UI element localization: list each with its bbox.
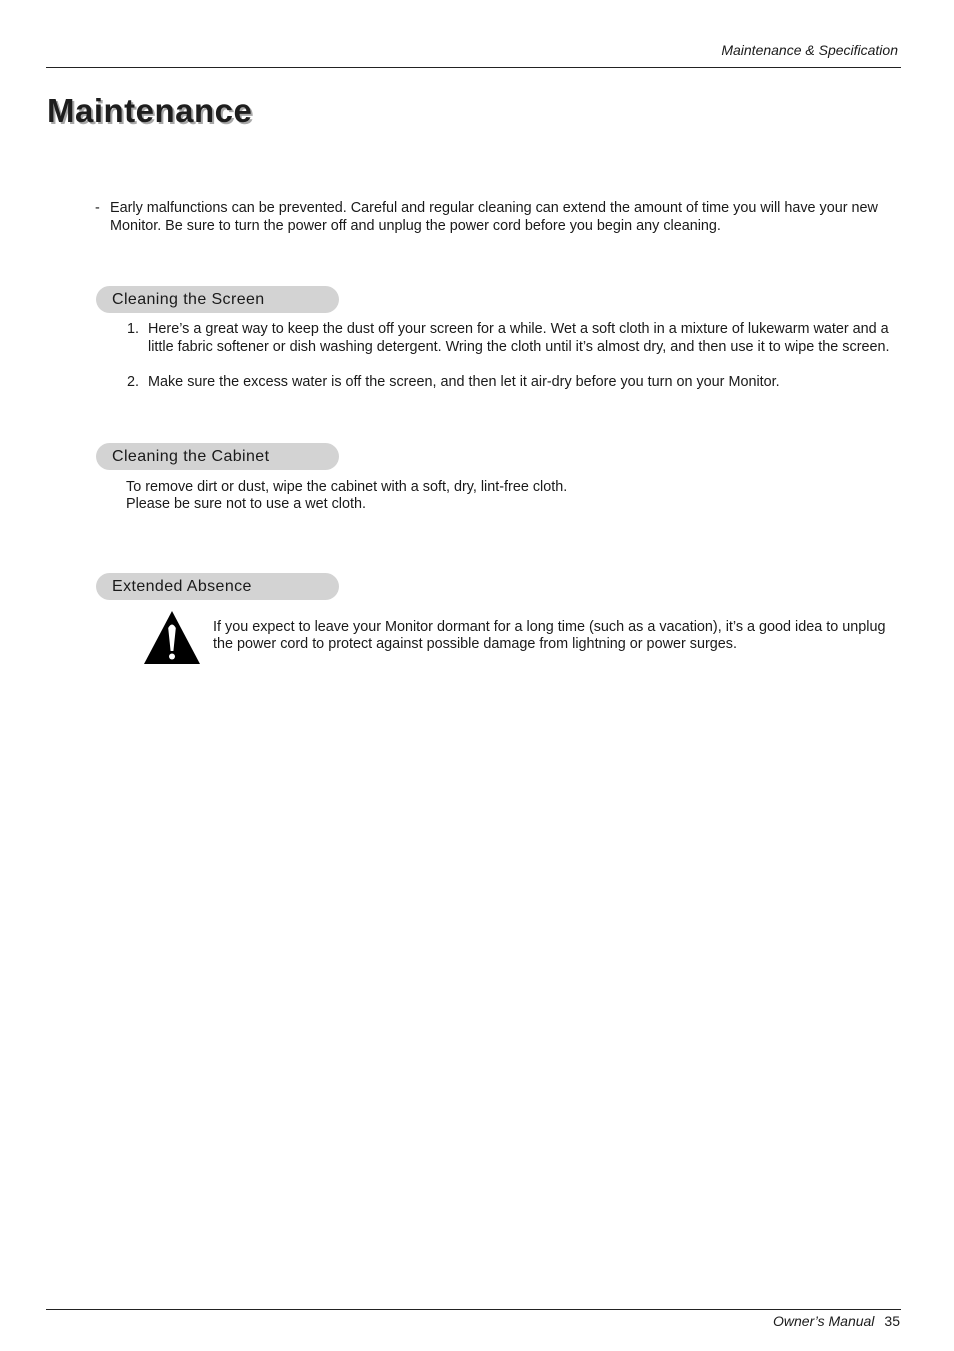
step-number: 2.	[127, 374, 140, 390]
running-header: Maintenance & Specification	[721, 42, 898, 58]
intro-bullet: -	[95, 200, 100, 216]
cabinet-line: Please be sure not to use a wet cloth.	[126, 496, 366, 512]
page-footer	[773, 1313, 900, 1329]
cabinet-line: To remove dirt or dust, wipe the cabinet with a soft, dry, lint-free cloth.	[126, 479, 568, 495]
section-heading-cleaning-cabinet: Cleaning the Cabinet	[96, 443, 339, 470]
warning-triangle-icon	[143, 610, 201, 665]
step-number: 1.	[127, 321, 140, 337]
intro-text: Early malfunctions can be prevented. Careful and regular cleaning can extend the amount of time you will have your new Monitor. Be sure to turn the power off and unplug the power cord before you begin any cleaning.	[110, 200, 878, 234]
step-text: Make sure the excess water is off the screen, and then let it air-dry before you turn on your Monitor.	[148, 374, 780, 390]
intro-paragraph	[95, 199, 885, 235]
page-number: 35	[884, 1313, 900, 1329]
list-item	[127, 373, 902, 391]
cleaning-cabinet-text	[126, 479, 567, 513]
extended-absence-text: If you expect to leave your Monitor dormant for a long time (such as a vacation), it’s a good idea to unplug the power cord to protect against possible damage from lightning or power surges.	[213, 619, 886, 652]
footer-divider	[46, 1309, 901, 1310]
section-heading-cleaning-screen: Cleaning the Screen	[96, 286, 339, 313]
page-title: Maintenance	[47, 92, 253, 129]
header-divider	[46, 67, 901, 68]
list-item	[127, 320, 902, 356]
cleaning-screen-steps	[127, 320, 902, 391]
step-text: Here’s a great way to keep the dust off your screen for a while. Wet a soft cloth in a mixture of lukewarm water and a little fabric softener or dish washing detergent. Wring the cloth until it’s almost dry, and then use it to wipe the screen.	[148, 321, 890, 355]
section-heading-extended-absence: Extended Absence	[96, 573, 339, 600]
footer-label: Owner’s Manual	[773, 1313, 875, 1329]
